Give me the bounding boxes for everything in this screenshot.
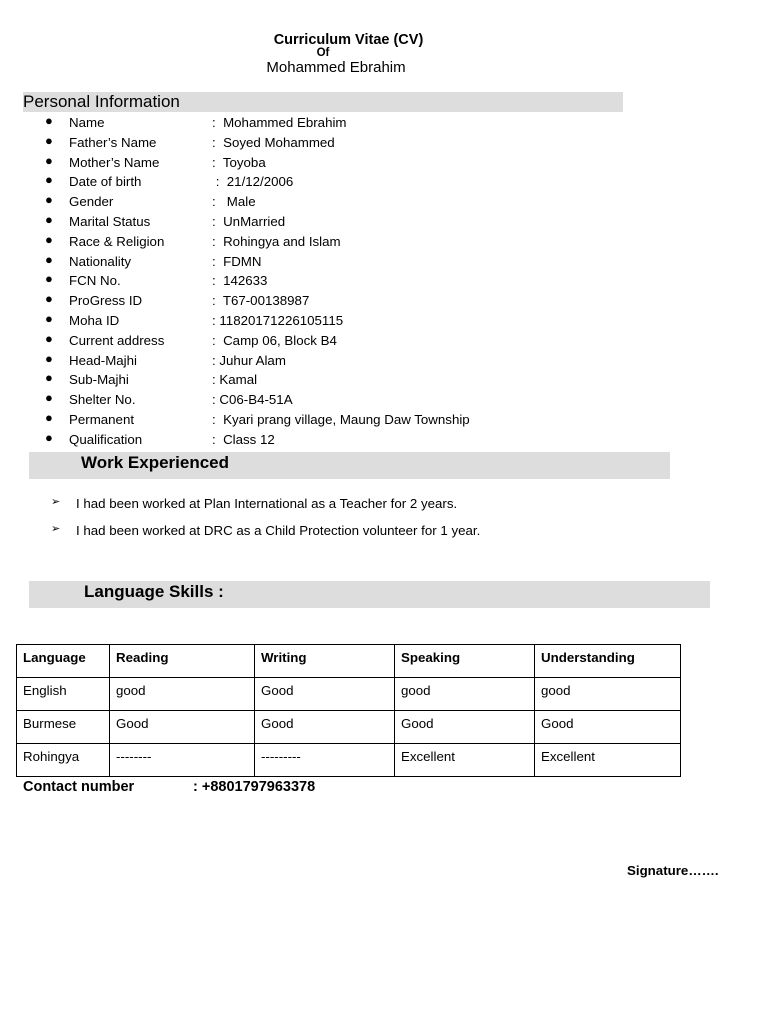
info-label: Race & Religion [69,233,165,249]
bullet-icon: ● [45,271,53,287]
info-value: : Rohingya and Islam [212,233,341,249]
info-label: Qualification [69,431,143,447]
info-row [0,410,600,430]
signature-line: Signature……. [627,863,719,878]
info-value: : Mohammed Ebrahim [212,115,347,130]
bullet-icon: ● [45,350,53,366]
language-skills-table [16,644,681,777]
info-value: : T67-00138987 [212,293,310,309]
work-experience-section [29,452,670,479]
cv-person-name: Mohammed Ebrahim [266,59,406,76]
table-cell: Good [395,711,535,744]
table-cell: good [535,678,681,711]
list-item [0,494,700,521]
table-row [17,711,681,744]
info-label: Shelter No. [69,392,136,408]
info-label: Head-Majhi [69,352,137,368]
info-row [0,232,600,252]
table-cell: Burmese [17,711,110,744]
info-row [0,192,600,212]
info-value: : Kamal [212,372,258,388]
contact-number-value: : +8801797963378 [193,779,316,795]
info-label: Gender [69,194,114,210]
contact-number-label: Contact number [23,779,135,795]
info-row [0,351,600,371]
cv-title: Curriculum Vitae (CV) [273,32,424,48]
bullet-icon: ● [45,192,53,208]
info-row [0,370,600,390]
bullet-icon: ● [45,370,53,386]
info-label: FCN No. [69,273,121,289]
list-item [0,521,700,548]
info-label: Date of birth [69,174,142,190]
info-row [0,153,600,173]
work-item-text: I had been worked at DRC as a Child Protection volunteer for 1 year. [76,522,481,538]
info-value: : Juhur Alam [212,352,286,368]
table-cell: --------- [255,744,395,777]
info-value: : 11820171226105115 [212,312,344,328]
info-row [0,271,600,291]
language-skills-heading: Language Skills : [84,582,224,601]
table-cell: English [17,678,110,711]
info-label: Nationality [69,253,132,269]
info-value: : Soyed Mohammed [212,134,335,150]
table-cell: Excellent [535,744,681,777]
info-row [0,212,600,232]
info-row [0,331,600,351]
bullet-icon: ● [45,231,53,247]
bullet-icon: ● [45,211,53,227]
column-header: Language [17,645,110,678]
info-label: Moha ID [69,312,120,328]
bullet-icon: ● [45,251,53,267]
table-cell: Good [110,711,255,744]
column-header: Reading [110,645,255,678]
info-row [0,291,600,311]
personal-info-list [0,113,600,450]
table-row [17,744,681,777]
table-cell: good [110,678,255,711]
work-experience-list [0,494,700,547]
personal-information-heading: Personal Information [23,92,180,111]
table-cell: Rohingya [17,744,110,777]
bullet-icon: ● [45,291,53,307]
info-row [0,252,600,272]
table-cell: Good [535,711,681,744]
info-label: Name [69,115,105,130]
info-row [0,133,600,153]
bullet-icon: ● [45,330,53,346]
arrow-bullet-icon: ➢ [51,496,61,508]
arrow-bullet-icon: ➢ [51,522,61,535]
info-value: : FDMN [212,253,262,269]
info-value: : Toyoba [212,154,266,170]
bullet-icon: ● [45,132,53,148]
info-label: Permanent [69,411,135,427]
work-item-text: I had been worked at Plan International as a Teacher for 2 years. [76,496,458,511]
info-value: : 142633 [212,273,268,289]
info-label: Sub-Majhi [69,372,129,388]
info-label: Father’s Name [69,134,157,150]
info-label: ProGress ID [69,293,143,309]
table-cell: Good [255,678,395,711]
info-label: Mother’s Name [69,154,160,170]
cv-of: Of [316,47,330,59]
info-row [0,430,600,450]
info-value: : C06-B4-51A [212,392,293,408]
bullet-icon: ● [45,429,53,445]
table-header-row [17,645,681,678]
table-cell: good [395,678,535,711]
column-header: Understanding [535,645,681,678]
bullet-icon: ● [45,172,53,188]
column-header: Writing [255,645,395,678]
bullet-icon: ● [45,409,53,425]
info-label: Marital Status [69,213,151,229]
info-value: : Class 12 [212,431,275,447]
table-cell: Excellent [395,744,535,777]
column-header: Speaking [395,645,535,678]
table-cell: Good [255,711,395,744]
info-row [0,390,600,410]
info-value: : 21/12/2006 [212,174,294,190]
personal-information-section [23,92,623,112]
info-row [0,113,600,133]
bullet-icon: ● [45,152,53,168]
info-value: : Camp 06, Block B4 [212,332,337,348]
table-cell: -------- [110,744,255,777]
work-experience-heading: Work Experienced [81,453,230,472]
info-label: Current address [69,332,165,348]
info-row [0,172,600,192]
table-row [17,678,681,711]
info-value: : Male [212,194,256,210]
info-value: : UnMarried [212,213,286,229]
bullet-icon: ● [45,390,53,406]
language-skills-section [29,581,710,608]
info-value: : Kyari prang village, Maung Daw Township [212,411,470,427]
bullet-icon: ● [45,310,53,326]
bullet-icon: ● [45,113,53,128]
info-row [0,311,600,331]
